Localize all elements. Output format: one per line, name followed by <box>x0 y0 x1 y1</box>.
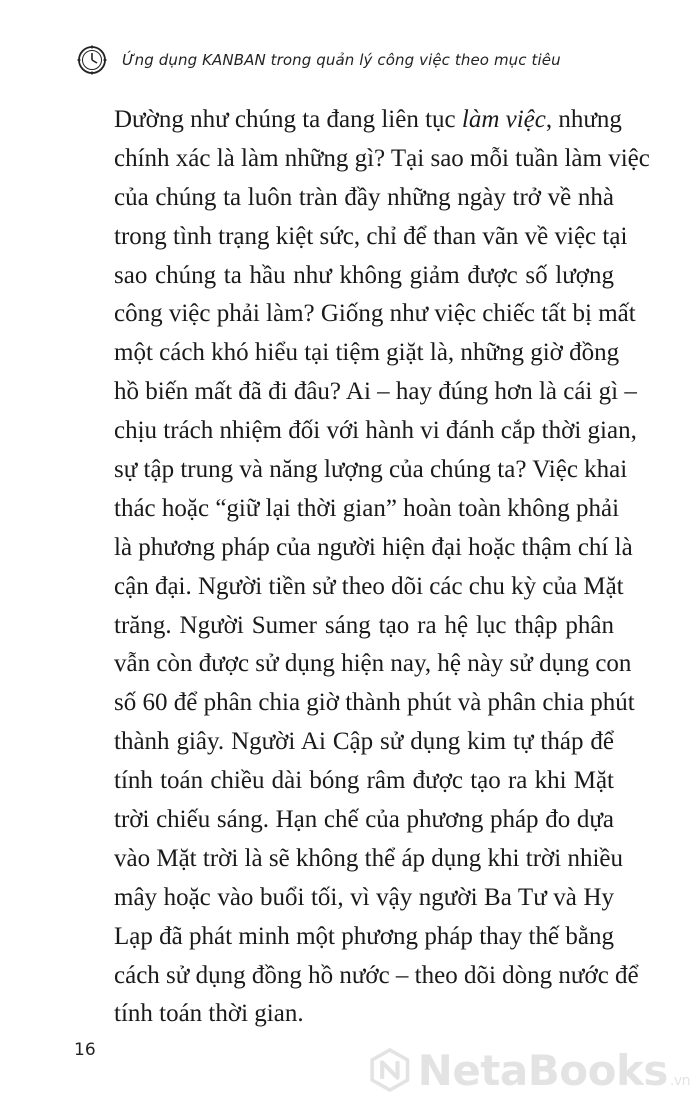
watermark-suffix: .vn <box>669 1072 690 1089</box>
paragraph-line: trăng. Người Sumer sáng tạo ra hệ lục thập phân <box>114 611 614 639</box>
paragraph-line: mây hoặc vào buổi tối, vì vậy người Ba Tư và Hy <box>114 883 614 911</box>
paragraph-line: sao chúng ta hầu như không giảm được số lượng <box>114 261 614 289</box>
paragraph-line: chịu trách nhiệm đối với hành vi đánh cắp thời gian, <box>114 417 637 445</box>
page-number: 16 <box>74 1040 96 1060</box>
paragraph-line: tính toán chiều dài bóng râm được tạo ra khi Mặt <box>114 767 614 795</box>
paragraph-line: trong tình trạng kiệt sức, chỉ để than vãn về việc tại <box>114 222 628 250</box>
paragraph-line: vào Mặt trời là sẽ không thể áp dụng khi trời nhiều <box>114 844 623 872</box>
paragraph-line: thành giây. Người Ai Cập sử dụng kim tự tháp để <box>114 728 614 756</box>
line-text: Dường như chúng ta đang liên tục <box>114 106 462 133</box>
paragraph-line <box>114 101 622 140</box>
paragraph-line: chính xác là làm những gì? Tại sao mỗi tuần làm việc <box>114 144 650 172</box>
paragraph-line: vẫn còn được sử dụng hiện nay, hệ này sử dụng con <box>114 650 632 678</box>
paragraph-line: là phương pháp của người hiện đại hoặc thậm chí là <box>114 533 633 561</box>
clock-icon <box>76 44 108 76</box>
paragraph-line: sự tập trung và năng lượng của chúng ta? Việc khai <box>114 456 628 484</box>
paragraph-line: của chúng ta luôn tràn đầy những ngày trở về nhà <box>114 183 614 211</box>
paragraph-line: thác hoặc “giữ lại thời gian” hoàn toàn không phải <box>114 494 620 522</box>
line-text: , nhưng <box>545 106 622 133</box>
emphasis-text: làm việc <box>461 106 546 133</box>
netabooks-logo-icon <box>368 1033 412 1107</box>
body-paragraph <box>114 101 650 1034</box>
header-title: Ứng dụng KANBAN trong quản lý công việc theo mục tiêu <box>122 51 561 69</box>
paragraph-line: Lạp đã phát minh một phương pháp thay thế bằng <box>114 922 614 950</box>
paragraph-line: hồ biến mất đã đi đâu? Ai – hay đúng hơn là cái gì – <box>114 378 637 406</box>
running-header <box>76 42 676 78</box>
watermark-text <box>418 1046 690 1095</box>
paragraph-line: trời chiếu sáng. Hạn chế của phương pháp đo dựa <box>114 806 614 834</box>
paragraph-line: công việc phải làm? Giống như việc chiếc tất bị mất <box>114 300 636 328</box>
paragraph-line: cách sử dụng đồng hồ nước – theo dõi dòng nước để <box>114 961 639 989</box>
watermark <box>368 1030 690 1110</box>
paragraph-line: một cách khó hiểu tại tiệm giặt là, những giờ đồng <box>114 339 620 367</box>
paragraph-line: tính toán thời gian. <box>114 1000 304 1028</box>
watermark-brand: NetaBooks <box>417 1045 668 1095</box>
paragraph-line: cận đại. Người tiền sử theo dõi các chu kỳ của Mặt <box>114 572 624 600</box>
paragraph-line: số 60 để phân chia giờ thành phút và phân chia phút <box>114 689 635 717</box>
